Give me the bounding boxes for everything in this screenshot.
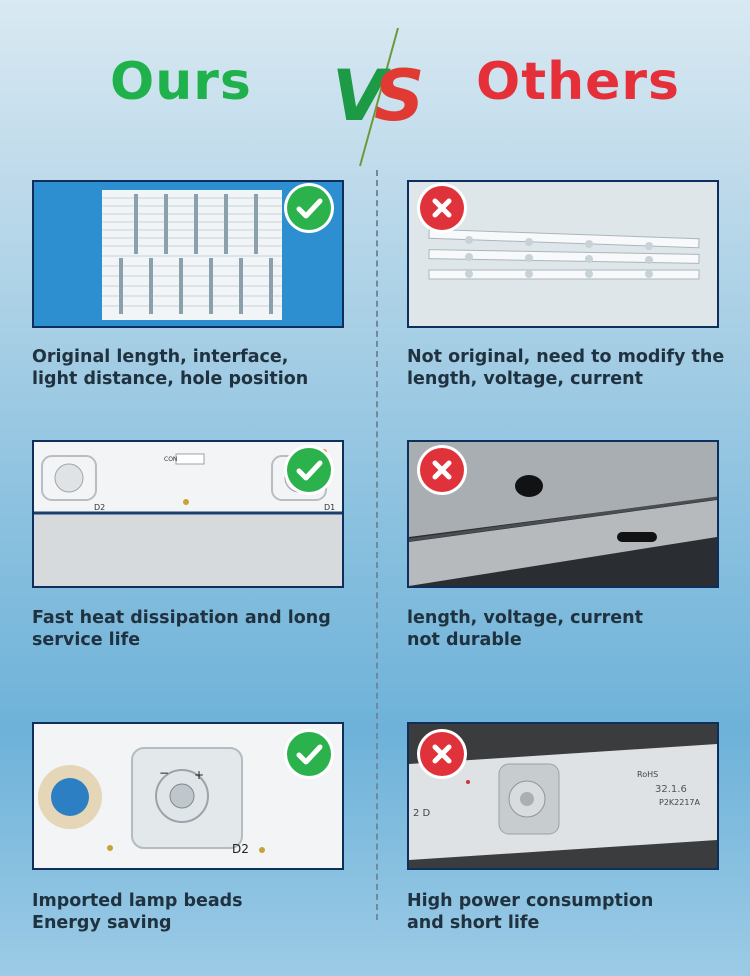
center-divider (376, 170, 378, 920)
ours-caption-3-line1: Imported lamp beads (32, 891, 243, 911)
label-code: 32.1.6 (655, 784, 687, 795)
label-part-number: P2K2217A (659, 798, 700, 807)
ours-caption-2-line1: Fast heat dissipation and long (32, 608, 331, 628)
others-heading: Others (476, 52, 680, 112)
ours-caption-3 (32, 890, 362, 934)
ours-heading: Ours (110, 52, 252, 112)
others-caption-3 (407, 890, 737, 934)
cross-icon (420, 186, 464, 230)
label-d2: D2 (94, 503, 106, 512)
others-caption-1-line1: Not original, need to modify the (407, 347, 725, 367)
others-caption-2 (407, 607, 737, 651)
label-2d: 2 D (413, 808, 431, 819)
others-caption-3-line1: High power consumption (407, 891, 654, 911)
cross-icon (420, 448, 464, 492)
others-caption-2-line2: not durable (407, 630, 522, 650)
label-plus: + (194, 768, 205, 782)
others-caption-1-line2: length, voltage, current (407, 369, 643, 389)
svg-text:V: V (332, 55, 387, 137)
ours-caption-1-line2: light distance, hole position (32, 369, 309, 389)
check-icon (287, 732, 331, 776)
cross-icon (420, 732, 464, 776)
others-caption-3-line2: and short life (407, 913, 540, 933)
ours-caption-2 (32, 607, 362, 651)
others-caption-1 (407, 346, 737, 390)
label-d2-lamp: D2 (232, 842, 249, 856)
label-d1: D1 (324, 503, 336, 512)
ours-caption-1 (32, 346, 362, 390)
label-minus: − (159, 766, 170, 780)
ours-caption-1-line1: Original length, interface, (32, 347, 289, 367)
label-rohs: RoHS (637, 770, 659, 779)
ours-caption-2-line2: service life (32, 630, 141, 650)
vs-logo (330, 28, 430, 168)
ours-caption-3-line2: Energy saving (32, 913, 172, 933)
label-con: CON (164, 456, 178, 463)
check-icon (287, 186, 331, 230)
others-caption-2-line1: length, voltage, current (407, 608, 643, 628)
svg-text:S: S (374, 55, 425, 137)
check-icon (287, 448, 331, 492)
